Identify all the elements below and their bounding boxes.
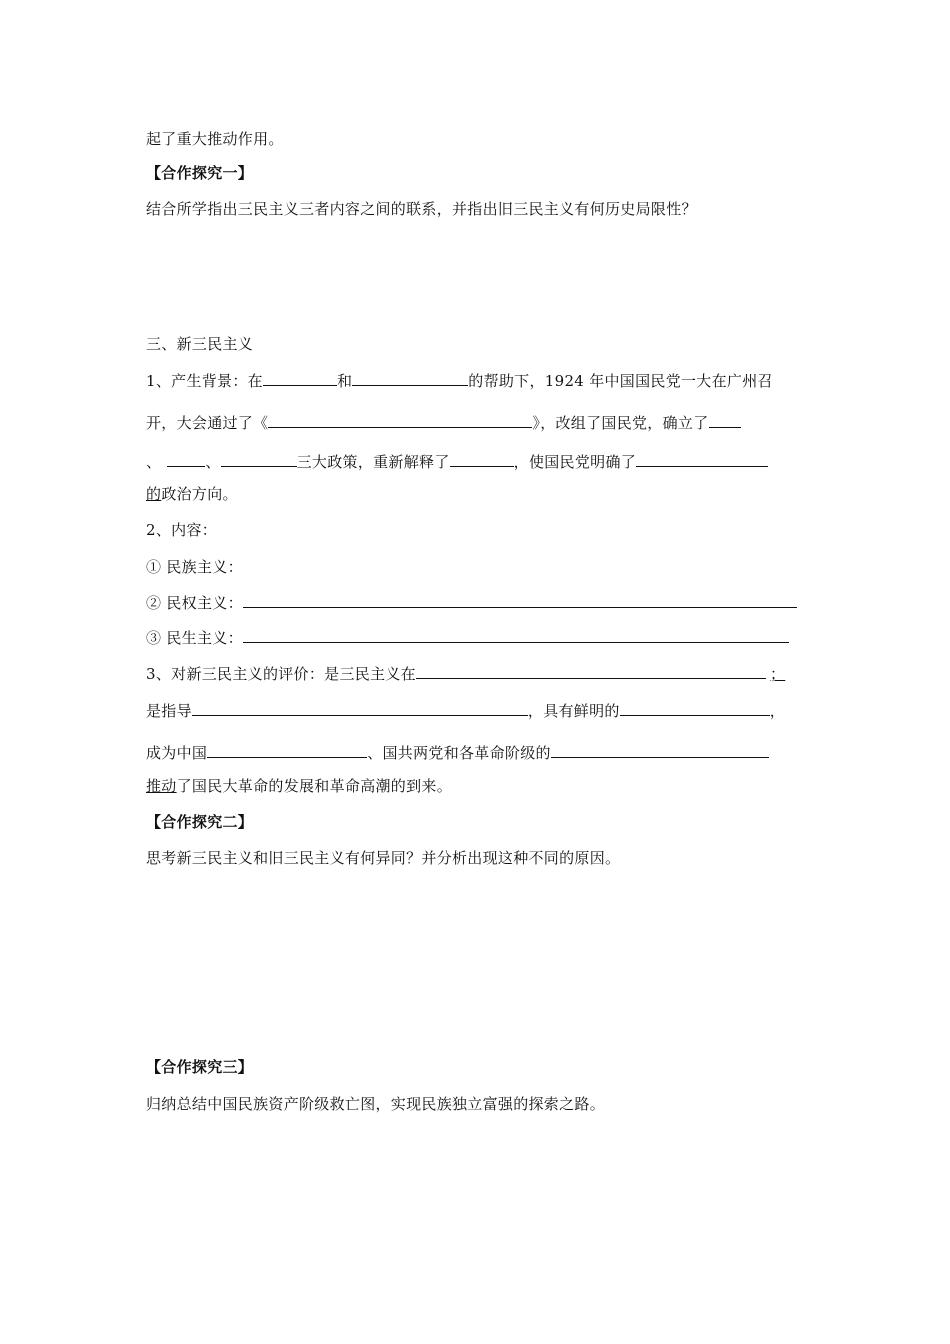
fill-blank[interactable]	[709, 412, 741, 428]
heading-text: 【合作探究二】	[146, 813, 254, 831]
section-heading	[146, 812, 253, 832]
underlined-text: 推动	[146, 777, 177, 795]
underlined-text: 的	[146, 485, 162, 503]
background-line-4	[146, 484, 238, 504]
fill-blank[interactable]	[416, 663, 766, 679]
title-text: 三、新三民主义	[146, 335, 254, 353]
content-heading	[146, 520, 217, 540]
question-text: 归纳总结中国民族资产阶级救亡图，实现民族独立富强的探索之路。	[146, 1095, 606, 1113]
heading-text: 【合作探究三】	[146, 1058, 254, 1076]
text: 三大政策，重新解释了	[296, 453, 450, 471]
question-text: 思考新三民主义和旧三民主义有何异同？并分析出现这种不同的原因。	[146, 849, 621, 867]
text: 3、对新三民主义的评价：是三民主义在	[146, 665, 416, 683]
text: 的帮助下，1924 年中国国民党一大在广州召	[468, 372, 773, 390]
text: 、	[205, 453, 221, 471]
content-nationalism	[146, 557, 243, 577]
section-heading	[146, 1057, 253, 1077]
question-line	[146, 1094, 605, 1114]
text: 了国民大革命的发展和革命高潮的到来。	[176, 777, 453, 795]
evaluation-line-3	[146, 742, 769, 763]
fill-blank[interactable]	[207, 742, 367, 758]
fill-blank[interactable]	[450, 451, 514, 467]
text: 政治方向。	[161, 485, 238, 503]
background-line-3	[146, 451, 768, 472]
text: 、	[146, 453, 162, 471]
fill-blank[interactable]	[636, 451, 768, 467]
text: 起了重大推动作用。	[146, 130, 284, 148]
background-line-1	[146, 370, 773, 391]
content-democracy	[146, 592, 797, 613]
fill-blank[interactable]	[620, 700, 770, 716]
fill-blank[interactable]	[551, 742, 769, 758]
fill-blank[interactable]	[221, 451, 297, 467]
fill-blank[interactable]	[192, 700, 528, 716]
heading-text: 【合作探究一】	[146, 164, 254, 182]
text: 是指导	[146, 702, 192, 720]
content-livelihood	[146, 627, 789, 648]
fill-blank[interactable]	[268, 412, 532, 428]
fill-blank[interactable]	[167, 451, 205, 467]
text: 2、内容：	[146, 521, 218, 539]
question-text: 结合所学指出三民主义三者内容之间的联系，并指出旧三民主义有何历史局限性？	[146, 200, 697, 218]
question-line	[146, 199, 697, 219]
text-line	[146, 129, 284, 149]
text: ① 民族主义：	[146, 558, 243, 576]
text: ，具有鲜明的	[527, 702, 620, 720]
fill-blank[interactable]	[352, 370, 468, 386]
text: ③ 民生主义：	[146, 629, 243, 647]
evaluation-line-4	[146, 776, 452, 796]
text: 1、产生背景：在	[146, 372, 263, 390]
section-heading	[146, 163, 253, 183]
fill-blank[interactable]	[243, 627, 789, 643]
text: 、国共两党和各革命阶级的	[367, 744, 551, 762]
background-line-2	[146, 412, 741, 433]
text: ，使国民党明确了	[513, 453, 637, 471]
text: ；	[769, 665, 786, 683]
text: 和	[336, 372, 353, 390]
text: ② 民权主义：	[146, 594, 243, 612]
text: ，	[769, 702, 786, 720]
text: 成为中国	[146, 744, 208, 762]
question-line	[146, 848, 620, 868]
evaluation-line-2	[146, 700, 785, 721]
fill-blank[interactable]	[243, 592, 797, 608]
evaluation-line-1	[146, 663, 791, 684]
fill-blank[interactable]	[263, 370, 337, 386]
section-title	[146, 334, 253, 354]
text: 开，大会通过了《	[146, 414, 269, 432]
text: 》，改组了国民党，确立了	[532, 414, 709, 432]
